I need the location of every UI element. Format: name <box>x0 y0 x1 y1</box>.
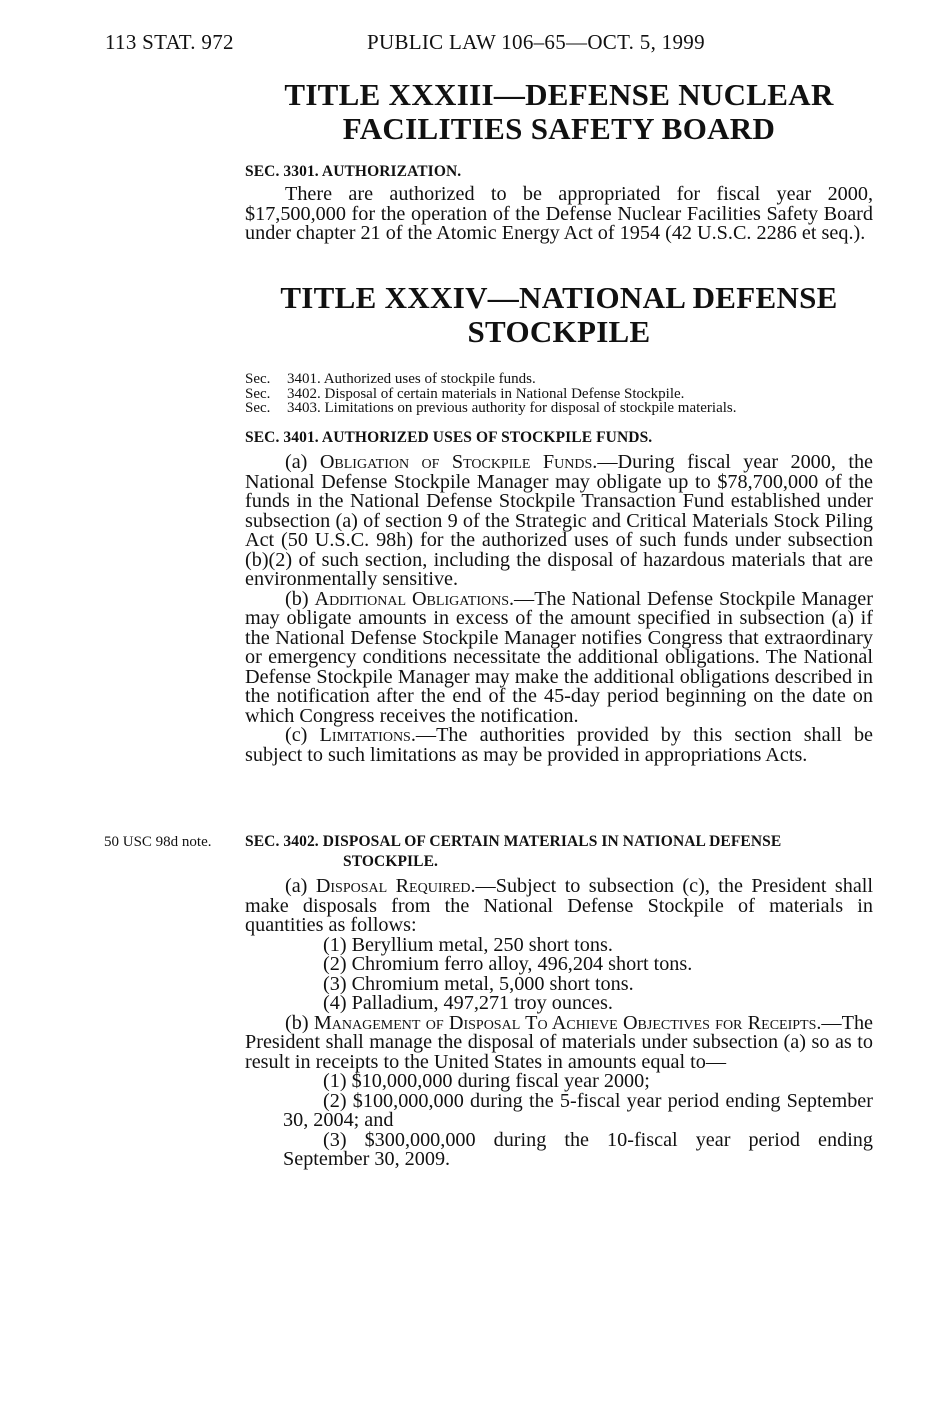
subsection-label: (c) <box>285 724 308 746</box>
running-head <box>105 30 875 60</box>
subsection-caption: Management of Disposal To Achieve Objectives for Receipts. <box>313 1011 822 1034</box>
title-xxxiv-line1: TITLE XXXIV—NATIONAL DEFENSE <box>280 280 838 315</box>
subsection-label: (a) <box>285 875 308 897</box>
sec-3401-subsection-c <box>245 726 873 765</box>
list-item: (3) $300,000,000 during the 10-fiscal year period ending September 30, 2009. <box>283 1128 873 1170</box>
title-xxxiii-line1: TITLE XXXIII—DEFENSE NUCLEAR <box>284 77 834 112</box>
subsection-text: —The National Defense Stockpile Manager may obligate amounts in excess of the amount specified in subsection (a) if the National Defense Stockpile Manager notifies Congress that extraordinary or emergency conditions necessitate the additional obligations. The National Defense Stockpile Manager may make the additional obligations described in the notification after the end of the 45-day period beginning on the date on which Congress receives the notification. <box>245 587 873 727</box>
toc-num: 3401. <box>287 371 321 387</box>
subsection-label: (b) <box>285 1011 309 1034</box>
sec-3402-heading <box>245 832 873 872</box>
toc-num: 3402. <box>287 385 321 402</box>
list-item: (4) Palladium, 497,271 troy ounces. <box>323 992 613 1014</box>
sec-3401-heading: SEC. 3401. AUTHORIZED USES OF STOCKPILE FUNDS. <box>245 429 653 446</box>
margin-note: 50 USC 98d note. <box>104 834 212 850</box>
sec-3402-heading-line1: SEC. 3402. DISPOSAL OF CERTAIN MATERIALS IN NATIONAL DEFENSE <box>245 833 782 850</box>
title-xxxiii-heading <box>245 78 873 146</box>
list-item: (1) Beryllium metal, 250 short tons. <box>323 933 613 956</box>
list-item: (1) $10,000,000 during fiscal year 2000; <box>323 1070 650 1092</box>
list-item: (2) $100,000,000 during the 5-fiscal year period ending September 30, 2004; and <box>283 1089 873 1131</box>
list-item: (3) Chromium metal, 5,000 short tons. <box>323 972 634 995</box>
toc-label: Sec. <box>245 371 271 387</box>
toc-label: Sec. <box>245 400 271 416</box>
subsection-text: —The President shall manage the disposal of materials under subsection (a) so as to result in receipts to the United States in amounts equal to— <box>245 1011 873 1073</box>
toc-entry <box>245 372 873 387</box>
toc-text: Limitations on previous authority for disposal of stockpile materials. <box>324 400 737 416</box>
sec-3402-subsection-b <box>245 1011 873 1073</box>
law-citation: PUBLIC LAW 106–65—OCT. 5, 1999 <box>367 30 705 54</box>
sec-3401-body <box>245 453 873 765</box>
toc-text: Disposal of certain materials in National Defense Stockpile. <box>324 385 685 402</box>
table-of-contents <box>245 372 873 416</box>
toc-entry <box>245 387 873 402</box>
list-item: (2) Chromium ferro alloy, 496,204 short tons. <box>323 953 693 975</box>
title-xxxiii-line2: FACILITIES SAFETY BOARD <box>342 111 776 146</box>
sec-3301-text: There are authorized to be appropriated for fiscal year 2000, $17,500,000 for the operation of the Defense Nuclear Facilities Safety Board under chapter 21 of the Atomic Energy Act of 1954 (42 U.S.C. 2286 et seq.). <box>245 183 873 244</box>
sec-3402-subsection-a <box>245 877 873 936</box>
title-xxxiv-heading <box>245 281 873 349</box>
subsection-caption: Disposal Required. <box>315 875 476 897</box>
sec-3401-subsection-b <box>245 587 873 727</box>
sec-3402-body <box>245 877 873 1170</box>
subsection-caption: Additional Obligations. <box>314 587 515 610</box>
subsection-caption: Obligation of Stockpile Funds. <box>319 451 598 473</box>
toc-num: 3403. <box>287 400 321 416</box>
subsection-label: (a) <box>285 451 308 473</box>
toc-entry <box>245 401 873 416</box>
subsection-caption: Limitations. <box>319 724 416 746</box>
sec-3401-subsection-a <box>245 453 873 590</box>
sec-3402-heading-line2: STOCKPILE. <box>343 853 439 870</box>
toc-text: Authorized uses of stockpile funds. <box>323 371 536 387</box>
title-xxxiv-line2: STOCKPILE <box>467 314 651 349</box>
subsection-label: (b) <box>285 587 309 610</box>
subsection-text: —The authorities provided by this section shall be subject to such limitations as may be provided in appropriations Acts. <box>245 724 873 766</box>
page-number: 113 STAT. 972 <box>105 30 234 54</box>
subsection-text: —During fiscal year 2000, the National Defense Stockpile Manager may obligate up to $78,700,000 of the funds in the National Defense Stockpile Transaction Fund established under subsection (a) of section 9 of the Strategic and Critical Materials Stock Piling Act (50 U.S.C. 98h) for the authorized uses of such funds under subsection (b)(2) of such section, including the disposal of hazardous materials that are environmentally sensitive. <box>245 451 873 590</box>
subsection-text: —Subject to subsection (c), the President shall make disposals from the National Defense Stockpile of materials in quantities as follows: <box>245 875 874 936</box>
sec-3301-heading: SEC. 3301. AUTHORIZATION. <box>245 163 462 180</box>
sec-3301-body <box>245 185 873 244</box>
toc-label: Sec. <box>245 385 271 402</box>
